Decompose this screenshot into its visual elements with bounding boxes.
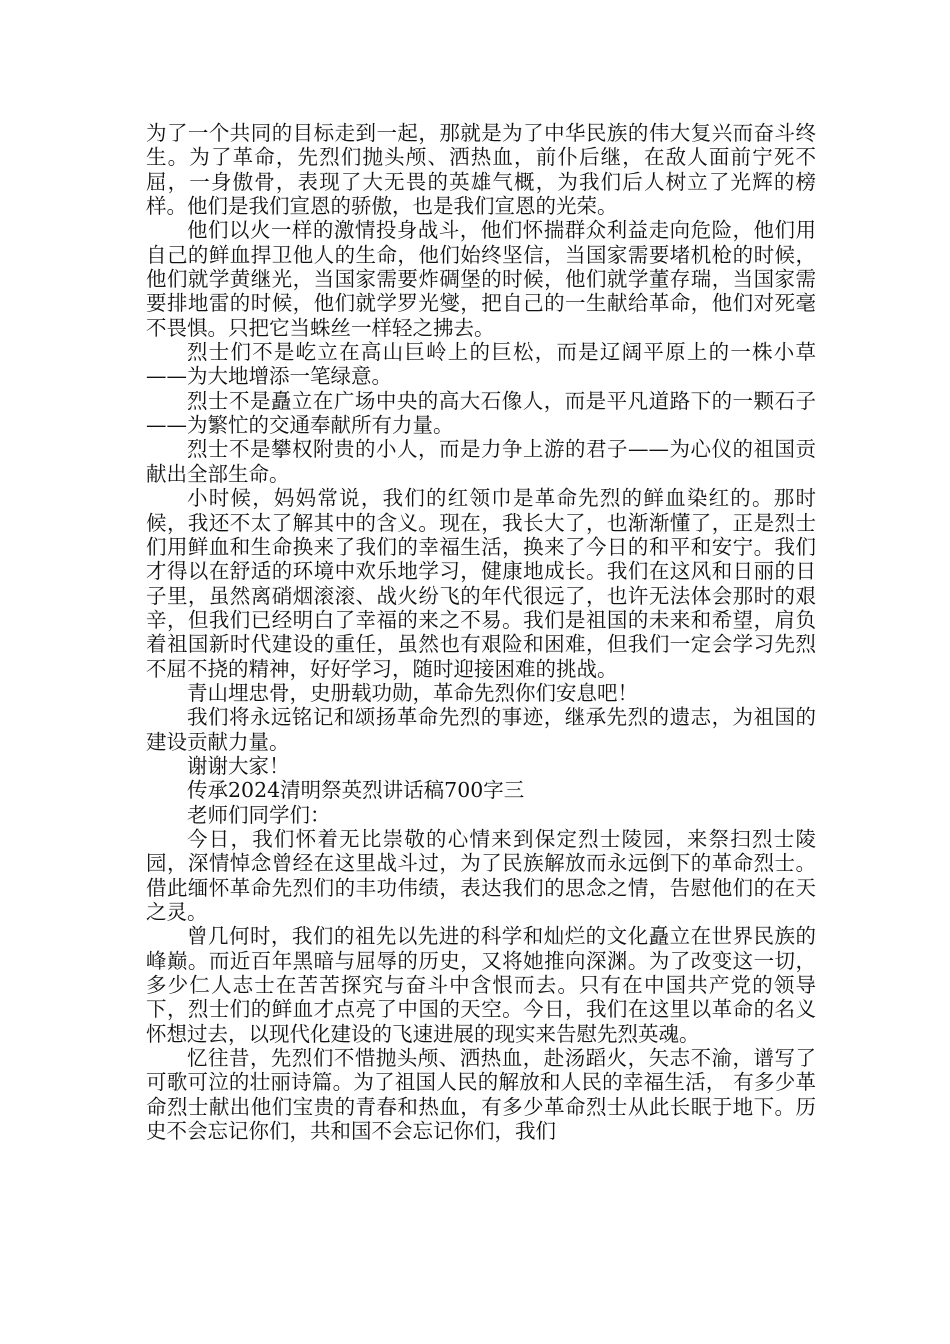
paragraph: 烈士不是攀权附贵的小人，而是力争上游的君子——为心仪的祖国贡献出全部生命。 <box>146 437 816 486</box>
paragraph: 我们将永远铭记和颂扬革命先烈的事迹，继承先烈的遗志，为祖国的建设贡献力量。 <box>146 705 816 754</box>
section-title: 传承2024清明祭英烈讲话稿700字三 <box>187 778 525 803</box>
paragraph: 为了一个共同的目标走到一起，那就是为了中华民族的伟大复兴而奋斗终生。为了革命，先烈们抛头颅、洒热血，前仆后继，在敌人面前宁死不屈，一身傲骨，表现了大无畏的英雄气概，为我们后人树立了光辉的榜样。他们是我们宣恩的骄傲，也是我们宣恩的光荣。 <box>146 121 816 219</box>
paragraph: 烈士不是矗立在广场中央的高大石像人，而是平凡道路下的一颗石子——为繁忙的交通奉献所有力量。 <box>146 388 816 438</box>
paragraph: 忆往昔，先烈们不惜抛头颅、洒热血，赴汤蹈火，矢志不渝，谱写了可歌可泣的壮丽诗篇。为了祖国人民的解放和人民的幸福生活， 有多少革命烈士献出他们宝贵的青春和热血，有多少革命烈士从此长眠于地下。历史不会忘记你们，共和国不会忘记你们，我们 <box>146 1046 816 1144</box>
paragraph: 小时候，妈妈常说，我们的红领巾是革命先烈的鲜血染红的。那时候，我还不太了解其中的含义。现在，我长大了，也渐渐懂了，正是烈士们用鲜血和生命换来了我们的幸福生活，换来了今日的和平和安宁。我们才得以在舒适的环境中欢乐地学习，健康地成长。我们在这风和日丽的日子里，虽然离硝烟滚滚、战火纷飞的年代很远了，也许无法体会那时的艰辛，但我们已经明白了幸福的来之不易。我们是祖国的未来和希望，肩负着祖国新时代建设的重任，虽然也有艰险和困难，但我们一定会学习先烈不屈不挠的精神，好好学习，随时迎接困难的挑战。 <box>146 486 816 681</box>
paragraph: 曾几何时，我们的祖先以先进的科学和灿烂的文化矗立在世界民族的峰巅。而近百年黑暗与屈辱的历史，又将她推向深渊。为了改变这一切，多少仁人志士在苦苦探究与奋斗中含恨而去。只有在中国共产党的领导下，烈士们的鲜血才点亮了中国的天空。今日，我们在这里以革命的名义怀想过去，以现代化建设的飞速进展的现实来告慰先烈英魂。 <box>146 924 816 1046</box>
paragraph: 他们以火一样的激情投身战斗，他们怀揣群众利益走向危险，他们用自己的鲜血捍卫他人的生命，他们始终坚信，当国家需要堵机枪的时候，他们就学黄继光，当国家需要炸碉堡的时候，他们就学董存瑞，当国家需要排地雷的时候，他们就学罗光燮，把自己的一生献给革命，他们对死毫不畏惧。只把它当蛛丝一样轻之拂去。 <box>146 218 816 340</box>
document-body <box>146 121 816 1143</box>
closing-line: 谢谢大家！ <box>187 753 290 778</box>
paragraph: 今日，我们怀着无比崇敬的心情来到保定烈士陵园，来祭扫烈士陵园，深情悼念曾经在这里战斗过，为了民族解放而永远倒下的革命烈士。借此缅怀革命先烈们的丰功伟绩，表达我们的思念之情，告慰他们的在天之灵。 <box>146 826 816 924</box>
paragraph: 青山埋忠骨，史册载功勋，革命先烈你们安息吧！ <box>187 680 638 705</box>
salutation: 老师们同学们： <box>187 802 331 827</box>
paragraph: 烈士们不是屹立在高山巨岭上的巨松，而是辽阔平原上的一株小草——为大地增添一笔绿意。 <box>146 340 816 389</box>
